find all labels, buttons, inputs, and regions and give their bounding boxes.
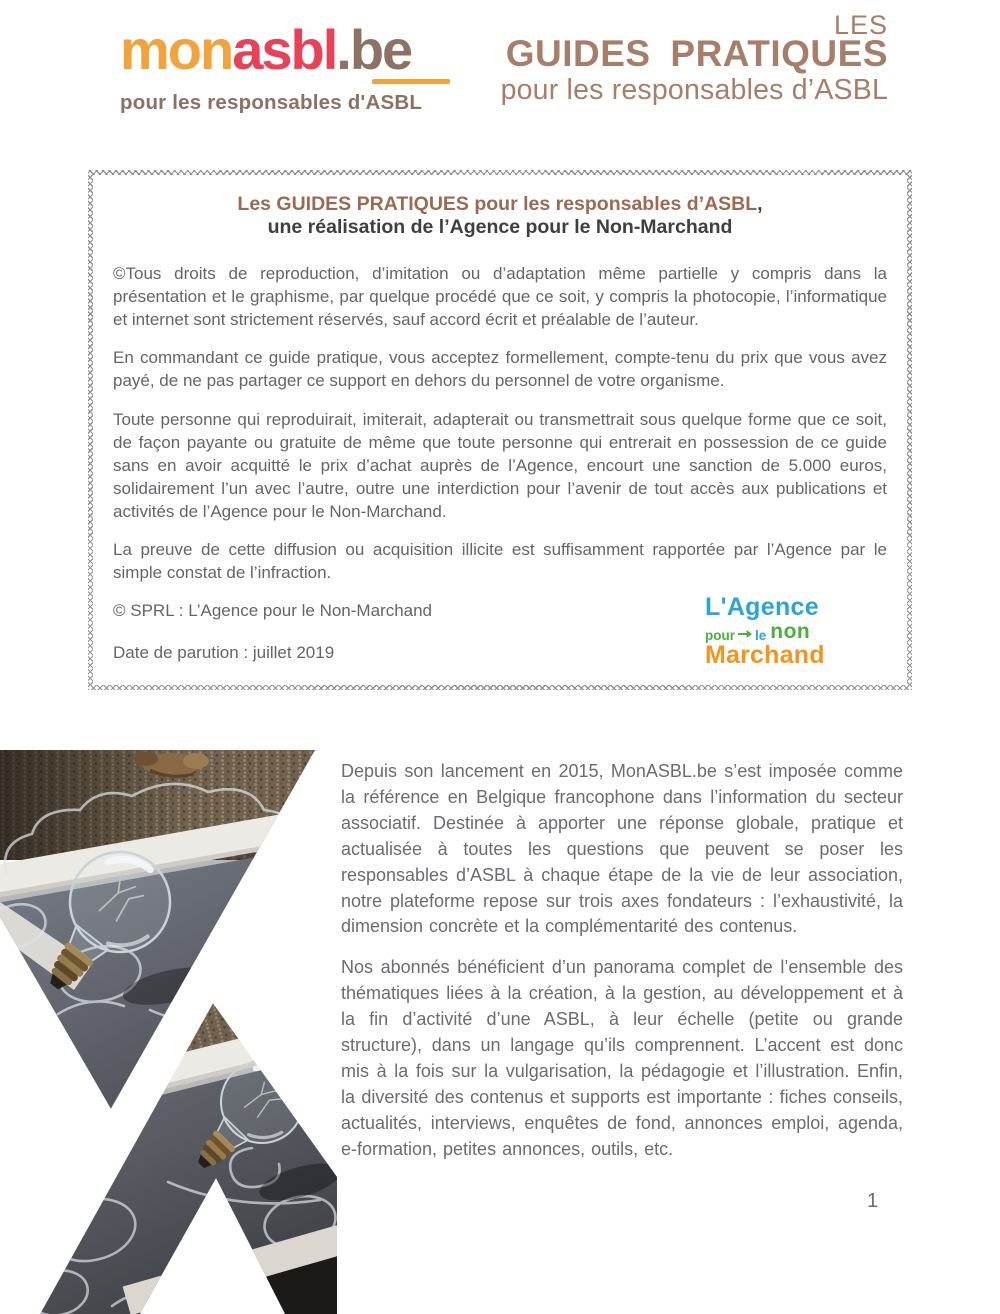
monasbl-logo bbox=[120, 18, 460, 115]
intro-paragraph: Nos abonnés bénéficient d’un panorama complet de l’ensemble des thématiques liées à la création, à la gestion, au développement et à la fin d’activité d’une ASBL, à leur échelle (petite ou grande structure), dans un langage qu’ils comprennent. L’accent est donc mis à la fois sur la vulgarisation, la pédagogie et l’illustration. Enfin, la diversité des contenus et supports est importante : fiches conseils, actualités, interviews, enquêtes de fond, annonces emploi, agenda, e-formation, petites annonces, outils, etc. bbox=[341, 957, 903, 1159]
logo-tagline: pour les responsables d'ASBL bbox=[120, 91, 423, 114]
notice-paragraph: En commandant ce guide pratique, vous acceptez formellement, compte-tenu du prix que vous avez payé, de ne pas partager ce support en dehors du personnel de votre organisme. bbox=[113, 348, 887, 391]
series-les: LES bbox=[833, 10, 888, 40]
notice-paragraph: ©Tous droits de reproduction, d’imitation ou d’adaptation même partielle y compris dans la présentation et le graphisme, par quelque procédé que ce soit, y compris la photocopie, l’informatique et internet sont strictement réservés, sauf accord écrit et préalable de l’auteur. bbox=[113, 264, 887, 330]
anm-line2 bbox=[705, 621, 825, 642]
page-number: 1 bbox=[867, 1190, 879, 1212]
publication-date: Date de parution : juillet 2019 bbox=[113, 643, 335, 663]
anm-line1: L'Agence bbox=[705, 593, 819, 621]
notice-paragraph: Toute personne qui reproduirait, imiterait, adapterait ou transmettrait sous quelque forme que ce soit, de façon payante ou gratuite de même que toute personne qui entrerait en possession de ce guide sans en avoir acquitté le prix d’achat auprès de l’Agence, encourt une sanction de 5.000 euros, solidairement l’un avec l’autre, outre une interdiction pour l’avenir de tout accès aux publications et activités de l’Agence pour le Non-Marchand. bbox=[113, 409, 887, 521]
anm-pour: pour bbox=[705, 627, 735, 643]
arrow-right-icon bbox=[738, 630, 752, 638]
photo-collage bbox=[0, 750, 337, 1314]
wordmark-be: .be bbox=[336, 18, 412, 81]
anm-le: le bbox=[755, 627, 767, 643]
notice-box bbox=[93, 175, 907, 685]
wordmark-asbl: asbl bbox=[232, 18, 337, 81]
notice-heading-comma: , bbox=[757, 193, 763, 215]
anm-line3: Marchand bbox=[705, 641, 825, 669]
notice-border bbox=[88, 170, 912, 690]
notice-heading-line2: une réalisation de l’Agence pour le Non-Marchand bbox=[267, 216, 733, 238]
intro-text bbox=[341, 759, 903, 1178]
intro-paragraph: Depuis son lancement en 2015, MonASBL.be s’est imposée comme la référence en Belgique francophone dans l’information du secteur associatif. Destinée à apporter une réponse globale, pratique et actualisée à toutes les questions que peuvent se poser les responsables d’ASBL à chaque étape de la vie de leur association, notre plateforme repose sur trois axes fondateurs : l’exhaustivité, la dimension concrète et la complémentarité des contenus. bbox=[341, 761, 903, 937]
wordmark-mon: mon bbox=[120, 18, 233, 81]
intro-section bbox=[0, 750, 1000, 1314]
anm-non: non bbox=[770, 620, 811, 643]
copyright-line: © SPRL : L’Agence pour le Non-Marchand bbox=[113, 601, 433, 621]
notice-heading bbox=[113, 193, 887, 239]
series-guides-pratiques: GUIDES PRATIQUES bbox=[505, 33, 888, 74]
series-title-block bbox=[501, 12, 888, 106]
notice-heading-line1: Les GUIDES PRATIQUES pour les responsables d’ASBL bbox=[237, 193, 758, 215]
notice-paragraph: La preuve de cette diffusion ou acquisition illicite est suffisamment rapportée par l’Agence par le simple constat de l’infraction. bbox=[113, 540, 887, 583]
monasbl-wordmark bbox=[120, 18, 460, 81]
agence-non-marchand-logo bbox=[705, 595, 825, 668]
series-subtitle: pour les responsables d’ASBL bbox=[500, 74, 888, 107]
